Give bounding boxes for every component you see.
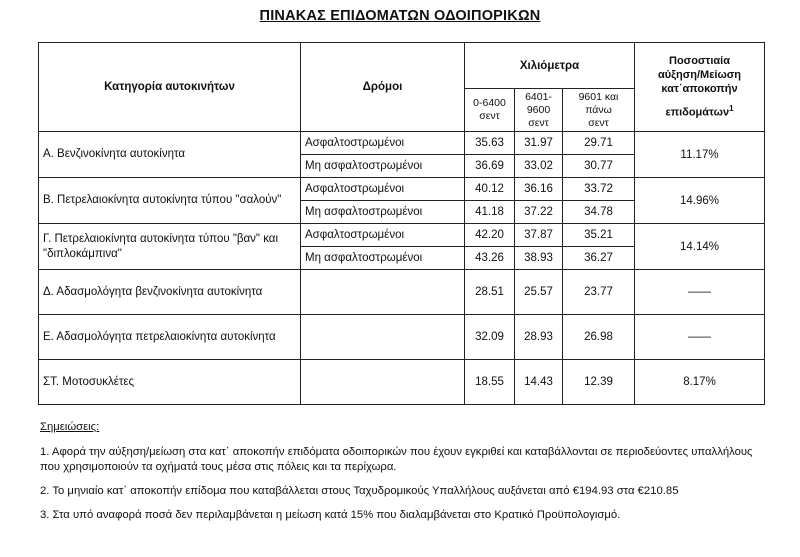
table-cell: 35.63 xyxy=(465,132,515,155)
header-percent xyxy=(635,43,765,132)
note-1: 1. Αφορά την αύξηση/μείωση στα κατ΄ αποκοπήν επιδόματα οδοιπορικών που έχουν εγκριθεί και καταβάλλονται σε περιοδεύοντες υπαλλήλους που χρησιμοποιούν τα οχήματά τους μέσα στις πόλεις και τα περίχωρα. xyxy=(40,446,753,473)
category-b: Β. Πετρελαιοκίνητα αυτοκίνητα τύπου "σαλούν" xyxy=(39,178,301,224)
table-cell: 43.26 xyxy=(465,247,515,270)
table-cell: 36.69 xyxy=(465,155,515,178)
table-cell: 14.43 xyxy=(515,360,563,405)
notes-heading: Σημειώσεις: xyxy=(40,421,100,433)
table-cell: 28.51 xyxy=(465,270,515,315)
table-cell: 31.97 xyxy=(515,132,563,155)
km-range-1: 0-6400 σεντ xyxy=(465,89,515,132)
road-paved: Ασφαλτοστρωμένοι xyxy=(301,132,465,155)
header-percent-line1: Ποσοστιαία xyxy=(669,55,730,68)
empty-cell xyxy=(301,270,465,315)
table-cell: 37.22 xyxy=(515,201,563,224)
table-cell: 40.12 xyxy=(465,178,515,201)
page-title: ΠΙΝΑΚΑΣ ΕΠΙΔΟΜΑΤΩΝ ΟΔΟΙΠΟΡΙΚΩΝ xyxy=(259,8,541,24)
header-kilometers: Χιλιόμετρα xyxy=(465,43,635,89)
table-cell: 36.16 xyxy=(515,178,563,201)
percent-e: —— xyxy=(635,315,765,360)
allowances-table xyxy=(38,42,765,405)
category-a: Α. Βενζινοκίνητα αυτοκίνητα xyxy=(39,132,301,178)
header-percent-line3: κατ΄αποκοπήν xyxy=(661,83,738,96)
percent-c: 14.14% xyxy=(635,224,765,270)
table-cell: 29.71 xyxy=(563,132,635,155)
note-3: 3. Στα υπό αναφορά ποσά δεν περιλαμβάνεται η μείωση κατά 15% που διαλαμβάνεται στο Κρατικό Προϋπολογισμό. xyxy=(40,509,621,521)
table-cell: 28.93 xyxy=(515,315,563,360)
header-roads: Δρόμοι xyxy=(301,43,465,132)
table-cell: 33.72 xyxy=(563,178,635,201)
category-e: Ε. Αδασμολόγητα πετρελαιοκίνητα αυτοκίνητα xyxy=(39,315,301,360)
road-paved: Ασφαλτοστρωμένοι xyxy=(301,224,465,247)
table-cell: 32.09 xyxy=(465,315,515,360)
table-cell: 38.93 xyxy=(515,247,563,270)
table-cell: 18.55 xyxy=(465,360,515,405)
empty-cell xyxy=(301,315,465,360)
table-cell: 33.02 xyxy=(515,155,563,178)
table-cell: 25.57 xyxy=(515,270,563,315)
road-unpaved: Μη ασφαλτοστρωμένοι xyxy=(301,247,465,270)
table-cell: 23.77 xyxy=(563,270,635,315)
percent-b: 14.96% xyxy=(635,178,765,224)
note-2: 2. Το μηνιαίο κατ΄ αποκοπήν επίδομα που καταβάλλεται στους Ταχυδρομικούς Υπαλλήλους αυξάνεται από €194.93 στα €210.85 xyxy=(40,485,679,497)
table-cell: 12.39 xyxy=(563,360,635,405)
notes-section xyxy=(40,420,770,532)
header-percent-line4: επιδομάτων xyxy=(665,106,730,119)
table-cell: 41.18 xyxy=(465,201,515,224)
table-cell: 37.87 xyxy=(515,224,563,247)
km-range-2: 6401- 9600 σεντ xyxy=(515,89,563,132)
empty-cell xyxy=(301,360,465,405)
table-cell: 42.20 xyxy=(465,224,515,247)
percent-d: —— xyxy=(635,270,765,315)
category-d: Δ. Αδασμολόγητα βενζινοκίνητα αυτοκίνητα xyxy=(39,270,301,315)
table-cell: 36.27 xyxy=(563,247,635,270)
percent-st: 8.17% xyxy=(635,360,765,405)
header-category: Κατηγορία αυτοκινήτων xyxy=(39,43,301,132)
category-st: ΣΤ. Μοτοσυκλέτες xyxy=(39,360,301,405)
category-c: Γ. Πετρελαιοκίνητα αυτοκίνητα τύπου "βαν" και "διπλοκάμπινα" xyxy=(39,224,301,270)
table-cell: 35.21 xyxy=(563,224,635,247)
footnote-marker: 1 xyxy=(729,104,734,114)
road-unpaved: Μη ασφαλτοστρωμένοι xyxy=(301,155,465,178)
km-range-3: 9601 και πάνω σεντ xyxy=(563,89,635,132)
table-cell: 34.78 xyxy=(563,201,635,224)
percent-a: 11.17% xyxy=(635,132,765,178)
table-cell: 26.98 xyxy=(563,315,635,360)
road-paved: Ασφαλτοστρωμένοι xyxy=(301,178,465,201)
road-unpaved: Μη ασφαλτοστρωμένοι xyxy=(301,201,465,224)
table-cell: 30.77 xyxy=(563,155,635,178)
header-percent-line2: αύξηση/Μείωση xyxy=(657,69,742,82)
